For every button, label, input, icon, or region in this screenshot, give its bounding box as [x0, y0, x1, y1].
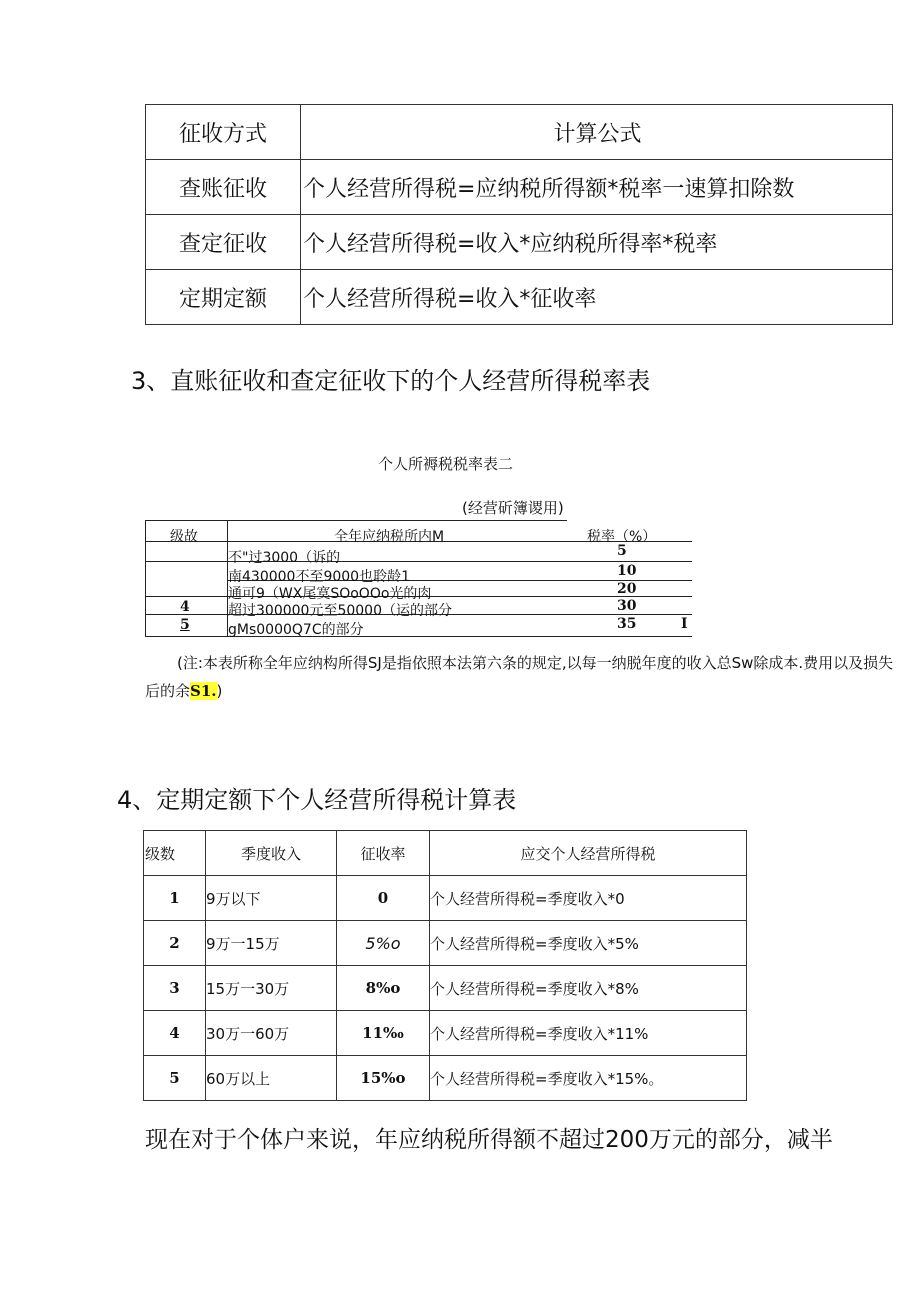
table-row: [144, 966, 747, 1011]
note-text: (注:本表所称全年应纳构所得SJ是指依照本法第六条的规定,以每一纳脱年度的收入总Sw除成本.费用以及损失后的余: [145, 654, 894, 700]
tax-formula-cell: 个人经营所得税=季度收入*8%: [430, 966, 747, 1011]
table2-rule: [145, 520, 146, 636]
table2-rate-cell: 5: [617, 543, 627, 559]
table-row: [146, 270, 893, 325]
formula-cell: 个人经营所得税=收入*征收率: [301, 270, 893, 325]
income-cell: 15万一30万: [206, 966, 337, 1011]
rate-cell: 11‰: [337, 1011, 430, 1056]
table2-rate-cell: 35: [617, 616, 637, 632]
table2-income-cell: gMs0000Q7C的部分: [228, 622, 364, 638]
table-row: [146, 215, 893, 270]
header-cell-tax: 应交个人经营所得税: [430, 831, 747, 876]
tax-formula-cell: 个人经营所得税=季度收入*0: [430, 876, 747, 921]
header-cell-rate: 征收率: [337, 831, 430, 876]
table2-income-cell: 不"过3000（诉的: [228, 550, 341, 566]
closing-paragraph: 现在对于个体户来说，年应纳税所得额不超过200万元的部分，减半: [145, 1127, 833, 1153]
table2-header-rate: 税率（%）: [587, 529, 657, 545]
collection-method-table: [145, 104, 893, 325]
income-cell: 60万以上: [206, 1056, 337, 1101]
table-row: [144, 1056, 747, 1101]
note-end: ): [216, 682, 223, 700]
rate-cell: 0: [337, 876, 430, 921]
table2-rate-cell: 20: [617, 581, 637, 597]
table-row: [144, 1011, 747, 1056]
rate-cell: 8%o: [337, 966, 430, 1011]
table-row: [144, 921, 747, 966]
section-3-heading: 3、直账征收和查定征收下的个人经营所得税率表: [131, 367, 651, 395]
table2-level-cell: 4: [180, 599, 190, 615]
rate-cell: 15%o: [337, 1056, 430, 1101]
table2-income-cell: 南430000不至9000也聆龄1: [228, 569, 410, 585]
level-cell: 4: [144, 1011, 206, 1056]
level-cell: 1: [144, 876, 206, 921]
tax-formula-cell: 个人经营所得税=季度收入*5%: [430, 921, 747, 966]
level-cell: 3: [144, 966, 206, 1011]
section-4-heading: 4、定期定额下个人经营所得税计算表: [117, 786, 517, 814]
rate-cell: 5%o: [337, 921, 430, 966]
rate-table-note: [145, 649, 905, 705]
table-header-row: [146, 105, 893, 160]
header-cell-formula: 计算公式: [301, 105, 893, 160]
table2-header-level: 级故: [170, 529, 198, 545]
table2-header-income: 全年应纳税所内M: [334, 529, 445, 545]
table2-subtitle: (经营斫簿谡用): [462, 499, 564, 517]
method-cell: 查账征收: [146, 160, 301, 215]
income-cell: 30万一60万: [206, 1011, 337, 1056]
income-cell: 9万以下: [206, 876, 337, 921]
header-cell-income: 季度收入: [206, 831, 337, 876]
tax-formula-cell: 个人经营所得税=季度收入*11%: [430, 1011, 747, 1056]
level-cell: 2: [144, 921, 206, 966]
level-cell: 5: [144, 1056, 206, 1101]
tax-formula-cell: 个人经营所得税=季度收入*15%。: [430, 1056, 747, 1101]
table-row: [146, 160, 893, 215]
table-header-row: [144, 831, 747, 876]
table2-rule: [145, 520, 567, 521]
table2-rate-cell: 10: [617, 563, 637, 579]
fixed-quota-tax-table: [143, 830, 747, 1101]
table2-income-cell: 超过300000元至50000（运的部分: [228, 603, 452, 619]
table2-title: 个人所褥税税率表二: [378, 455, 514, 473]
table-row: [144, 876, 747, 921]
income-cell: 9万一15万: [206, 921, 337, 966]
note-highlight: S1.: [190, 682, 217, 700]
table2-rate-mark: I: [681, 616, 688, 632]
method-cell: 定期定额: [146, 270, 301, 325]
table2-rate-cell: 30: [617, 598, 637, 614]
method-cell: 查定征收: [146, 215, 301, 270]
table2-level-cell: 5: [180, 617, 190, 633]
table2-income-cell: 通可9（WX尾寞SOoOOo光的肉: [228, 586, 432, 602]
header-cell-level: 级数: [144, 831, 206, 876]
header-cell-method: 征收方式: [146, 105, 301, 160]
formula-cell: 个人经营所得税=收入*应纳税所得率*税率: [301, 215, 893, 270]
formula-cell: 个人经营所得税=应纳税所得额*税率一速算扣除数: [301, 160, 893, 215]
